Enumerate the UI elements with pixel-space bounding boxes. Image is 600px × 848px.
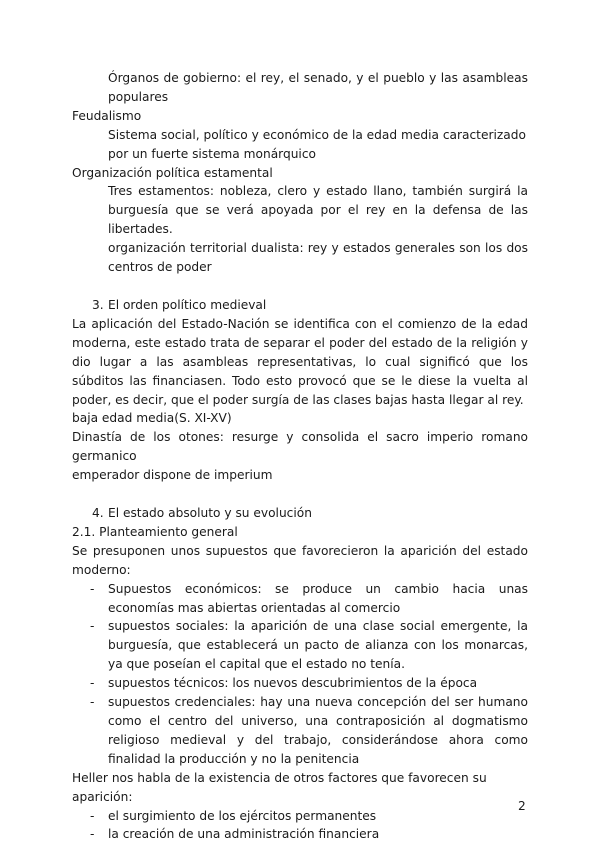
intro-item: Órganos de gobierno: el rey, el senado, y el pueblo y las asambleas populares bbox=[108, 71, 528, 104]
list-item: - la creación de una administración financiera bbox=[90, 827, 380, 842]
organizacion-item: Tres estamentos: nobleza, clero y estado llano, también surgirá la burguesía que se verá apoyada por el rey en la defensa de las libertades. bbox=[108, 184, 528, 237]
section-4-heading bbox=[72, 504, 528, 523]
section-3-heading bbox=[72, 296, 528, 315]
factores-list bbox=[72, 807, 528, 845]
section-3-paragraph: La aplicación del Estado-Nación se identifica con el comienzo de la edad moderna, este estado trata de separar el poder del estado de la religión y dio lugar a las asambleas representativas, lo cual significó que los súbditos las financiasen. Todo esto provocó que se le diese la vuelta al poder, es decir, que el poder surgía de las clases bajas hasta llegar al rey. bbox=[72, 316, 528, 407]
list-item: - supuestos credenciales: hay una nueva concepción del ser humano como el centro del universo, una contraposición al dogmatismo religioso medieval y del trabajo, considerándose ahora como finalidad la producción y no la penitencia bbox=[90, 695, 528, 766]
supuestos-list bbox=[72, 580, 528, 769]
subsection-heading: 2.1. Planteamiento general bbox=[72, 524, 238, 539]
feudalismo-heading: Feudalismo bbox=[72, 108, 142, 123]
list-item: - el surgimiento de los ejércitos permanentes bbox=[90, 808, 377, 823]
section-number: 3. bbox=[92, 297, 104, 312]
feudalismo-text: Sistema social, político y económico de la edad media caracterizado por un fuerte sistema monárquico bbox=[108, 127, 526, 161]
list-item: - Supuestos económicos: se produce un cambio hacia unas economías mas abiertas orientadas al comercio bbox=[90, 581, 528, 615]
section-title: El orden político medieval bbox=[108, 297, 267, 312]
organizacion-heading: Organización política estamental bbox=[72, 165, 273, 180]
section-3-line: Dinastía de los otones: resurge y consolida el sacro imperio romano germanico bbox=[72, 430, 528, 464]
section-title: El estado absoluto y su evolución bbox=[108, 506, 312, 521]
page-number: 2 bbox=[518, 799, 526, 813]
section-3-line: emperador dispone de imperium bbox=[72, 468, 273, 483]
organizacion-item: organización territorial dualista: rey y estados generales son los dos centros de poder bbox=[108, 241, 528, 275]
page-content bbox=[72, 69, 528, 844]
list-item: - supuestos sociales: la aparición de una clase social emergente, la burguesía, que establecerá un pacto de alianza con los monarcas, ya que poseían el capital que el estado no tenía. bbox=[90, 619, 528, 672]
heller-paragraph: Heller nos habla de la existencia de otros factores que favorecen su aparición: bbox=[72, 770, 487, 804]
section-number: 4. bbox=[92, 506, 104, 521]
list-item: - supuestos técnicos: los nuevos descubrimientos de la época bbox=[90, 676, 478, 691]
section-3-line: baja edad media(S. XI-XV) bbox=[72, 411, 232, 426]
section-4-intro: Se presuponen unos supuestos que favorecieron la aparición del estado moderno: bbox=[72, 543, 528, 577]
